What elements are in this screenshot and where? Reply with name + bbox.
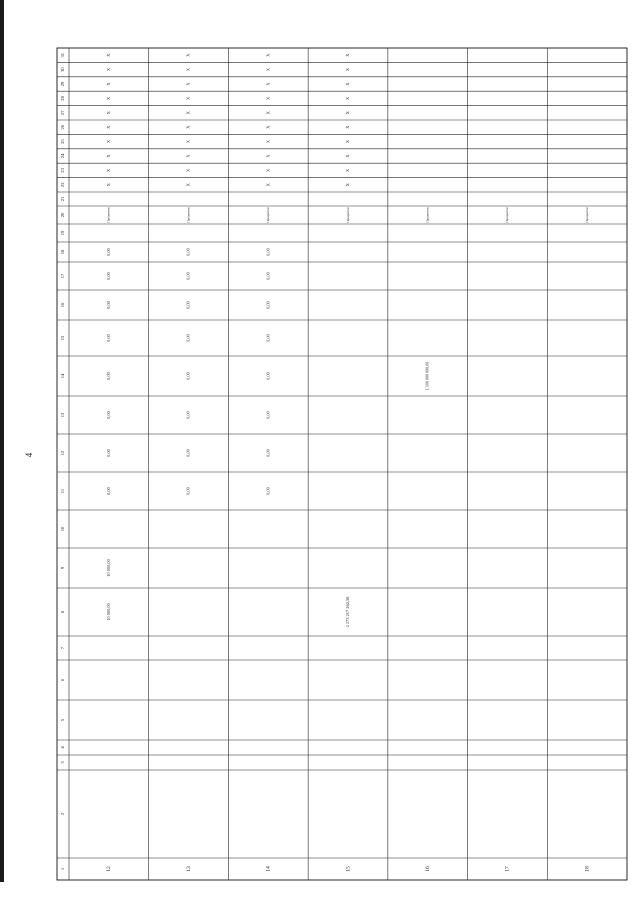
table-cell: 10 000,00 — [105, 559, 111, 577]
column-number: 16 — [60, 302, 66, 308]
column-number: 17 — [60, 273, 66, 279]
table-cell: Х — [105, 111, 111, 115]
table-cell: 2 173 217 262,56 — [345, 596, 351, 628]
table-cell: 0,00 — [265, 248, 271, 256]
table-cell: Х — [345, 140, 351, 144]
column-number: 10 — [60, 526, 66, 532]
table-cell: Х — [265, 68, 271, 72]
table-cell: 0,00 — [185, 334, 191, 342]
table-cell: Х — [345, 68, 351, 72]
table-cell: 0,00 — [265, 411, 271, 419]
column-number: 18 — [60, 249, 66, 255]
table-cell: 0,00 — [105, 272, 111, 280]
data-table — [57, 48, 627, 880]
row-number: 16 — [424, 866, 431, 872]
column-number: 25 — [60, 139, 66, 144]
page-number: 4 — [24, 452, 35, 458]
table-cell: 0,00 — [105, 487, 111, 495]
column-number: 6 — [60, 678, 66, 682]
table-cell: 0,00 — [185, 272, 191, 280]
table-cell: 1 500 000 000,00 — [424, 361, 430, 391]
table-cell: Х — [105, 183, 111, 187]
table-cell: 10 000,00 — [105, 603, 111, 621]
column-number: 22 — [60, 182, 66, 188]
column-number: 12 — [60, 450, 66, 456]
table-cell: Х — [105, 68, 111, 72]
column-number: 13 — [60, 412, 66, 418]
table-cell: Х — [345, 183, 351, 187]
table-cell: Х — [105, 154, 111, 158]
column-number: 21 — [60, 196, 66, 202]
table-cell: 0,00 — [185, 411, 191, 419]
table-cell: Х — [105, 96, 111, 100]
table-cell: Х — [185, 82, 191, 86]
column-number: 27 — [60, 110, 66, 116]
table-cell: 0,00 — [105, 334, 111, 342]
table-cell: Х — [185, 168, 191, 172]
table-cell: 0,00 — [105, 301, 111, 309]
table-cell: Х — [185, 96, 191, 100]
table-cell: Х — [265, 111, 271, 115]
table-cell: Х — [105, 140, 111, 144]
column-number: 2 — [60, 812, 66, 816]
table-cell: 0,00 — [265, 301, 271, 309]
column-number: 23 — [60, 168, 66, 173]
table-cell: 0,00 — [105, 411, 111, 419]
table-cell: 0,00 — [185, 487, 191, 495]
column-number: 8 — [60, 610, 66, 614]
table-cell: Х — [105, 53, 111, 57]
table-cell: Х — [185, 53, 191, 57]
table-cell: Х — [345, 53, 351, 57]
table-cell: 0,00 — [185, 301, 191, 309]
table-cell: Х — [345, 96, 351, 100]
table-cell: 0,00 — [265, 334, 271, 342]
table-cell: 0,00 — [265, 487, 271, 495]
column-number: 19 — [60, 230, 66, 236]
table-cell: Х — [345, 111, 351, 115]
table-cell: Х — [105, 125, 111, 129]
table-cell: Х — [345, 168, 351, 172]
table-cell: Процентов — [266, 207, 271, 223]
table-cell: Х — [345, 82, 351, 86]
column-number: 15 — [60, 335, 66, 341]
column-number: 30 — [60, 67, 66, 72]
table-cell: 0,00 — [265, 272, 271, 280]
table-cell: Х — [185, 154, 191, 158]
table-cell: Х — [345, 125, 351, 129]
table-cell: Процентов — [345, 207, 350, 223]
table-cell: 0,00 — [185, 248, 191, 256]
table-cell: 0,00 — [105, 248, 111, 256]
row-number: 12 — [106, 866, 113, 872]
table-cell: Х — [265, 125, 271, 129]
table-cell: Х — [185, 68, 191, 72]
column-number: 4 — [60, 746, 66, 749]
table-cell: Процентов — [186, 207, 191, 223]
table-cell: Х — [345, 154, 351, 158]
table-cell: Процентов — [425, 207, 430, 223]
table-cell: Х — [265, 140, 271, 144]
column-number: 28 — [60, 96, 66, 101]
scan-edge — [0, 0, 4, 882]
column-number: 3 — [60, 761, 66, 764]
table-cell: Х — [265, 82, 271, 86]
table-cell: Х — [265, 168, 271, 172]
table-cell: 0,00 — [265, 372, 271, 380]
row-number: 14 — [265, 866, 272, 872]
table-cell: Процентов — [505, 207, 510, 223]
table-cell: Х — [265, 183, 271, 187]
row-number: 18 — [584, 866, 591, 872]
column-number: 14 — [60, 373, 66, 379]
table-cell: Процентов — [584, 207, 589, 223]
table-cell: Процентов — [106, 207, 111, 223]
column-number: 1 — [60, 867, 66, 871]
column-number: 9 — [60, 566, 66, 570]
column-number: 31 — [60, 52, 66, 58]
table-cell: Х — [265, 96, 271, 100]
table-cell: 0,00 — [185, 372, 191, 380]
column-number: 11 — [60, 488, 66, 494]
row-number: 15 — [345, 866, 352, 872]
column-number: 7 — [60, 646, 66, 650]
table-cell: Х — [185, 125, 191, 129]
table-cell: Х — [265, 53, 271, 57]
table-cell: Х — [185, 111, 191, 115]
table-cell: Х — [105, 82, 111, 86]
table-cell: 0,00 — [185, 449, 191, 457]
row-number: 17 — [504, 866, 511, 872]
table-cell: Х — [105, 168, 111, 172]
table-cell: 0,00 — [105, 449, 111, 457]
table-cell: 0,00 — [105, 372, 111, 380]
column-number: 5 — [60, 718, 66, 722]
table-cell: Х — [265, 154, 271, 158]
row-number: 13 — [185, 866, 192, 872]
table-cell: 0,00 — [265, 449, 271, 457]
table-cell: Х — [185, 140, 191, 144]
column-number: 24 — [60, 153, 66, 159]
table-cell: Х — [185, 183, 191, 187]
column-number: 26 — [60, 124, 66, 130]
column-number: 29 — [60, 81, 66, 87]
column-number: 20 — [60, 212, 66, 218]
